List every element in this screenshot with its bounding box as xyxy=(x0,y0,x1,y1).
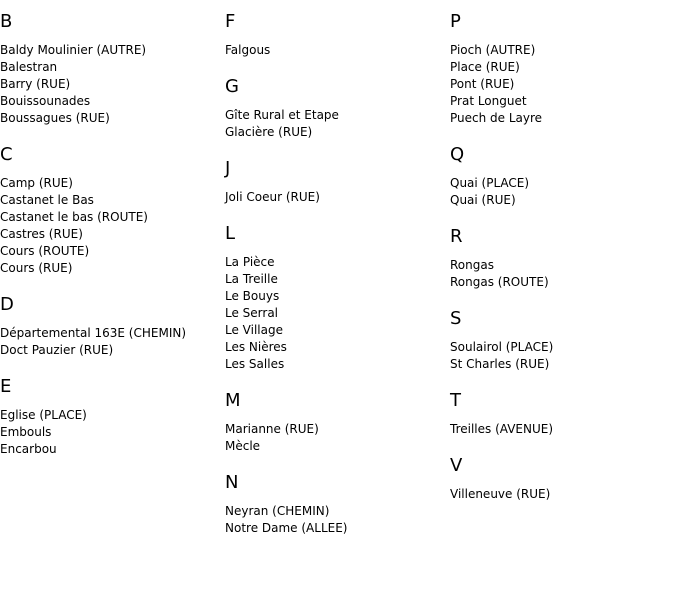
street-name: Boussagues (RUE) xyxy=(0,111,110,125)
section-letter-heading: B xyxy=(0,11,13,32)
letter-section xyxy=(225,391,445,455)
street-name: Prat Longuet xyxy=(450,94,527,108)
street-name: Encarbou xyxy=(0,442,57,456)
street-list xyxy=(225,503,445,537)
letter-section xyxy=(225,12,445,59)
street-list xyxy=(225,107,445,141)
street-list xyxy=(0,42,220,127)
letter-section xyxy=(0,295,220,359)
street-name: Cours (ROUTE) xyxy=(0,244,90,258)
letter-section xyxy=(450,456,670,503)
street-name: La Pièce xyxy=(225,255,275,269)
section-letter-heading: N xyxy=(225,472,239,493)
street-list xyxy=(450,421,670,438)
section-letter-heading: F xyxy=(225,11,236,32)
street-name: Balestran xyxy=(0,60,58,74)
letter-section xyxy=(450,309,670,373)
letter-section xyxy=(450,227,670,291)
street-name: Pioch (AUTRE) xyxy=(450,43,536,57)
street-name: Barry (RUE) xyxy=(0,77,71,91)
street-name: Baldy Moulinier (AUTRE) xyxy=(0,43,147,57)
street-list xyxy=(225,254,445,373)
section-letter-heading: C xyxy=(0,144,13,165)
street-list xyxy=(0,407,220,458)
street-name: Le Village xyxy=(225,323,283,337)
street-name: Embouls xyxy=(0,425,52,439)
street-list xyxy=(450,486,670,503)
street-name: Bouissounades xyxy=(0,94,91,108)
street-name: Quai (PLACE) xyxy=(450,176,530,190)
street-name: Castanet le Bas xyxy=(0,193,94,207)
street-name: Treilles (AVENUE) xyxy=(450,422,554,436)
street-name: Soulairol (PLACE) xyxy=(450,340,554,354)
section-letter-heading: T xyxy=(450,390,461,411)
street-name: Neyran (CHEMIN) xyxy=(225,504,330,518)
letter-section xyxy=(0,377,220,458)
letter-section xyxy=(0,12,220,127)
street-list xyxy=(450,175,670,209)
section-letter-heading: S xyxy=(450,308,462,329)
street-name: Villeneuve (RUE) xyxy=(450,487,551,501)
street-list xyxy=(225,421,445,455)
section-letter-heading: R xyxy=(450,226,463,247)
street-name: Le Bouys xyxy=(225,289,280,303)
street-list xyxy=(450,42,670,127)
street-name: Les Salles xyxy=(225,357,285,371)
letter-section xyxy=(450,391,670,438)
letter-section xyxy=(225,473,445,537)
letter-section xyxy=(225,159,445,206)
section-letter-heading: V xyxy=(450,455,463,476)
letter-section xyxy=(450,12,670,127)
street-index-column-1 xyxy=(0,0,220,476)
section-letter-heading: E xyxy=(0,376,12,397)
letter-section xyxy=(450,145,670,209)
street-name: Puech de Layre xyxy=(450,111,543,125)
street-name: Rongas xyxy=(450,258,494,272)
letter-section xyxy=(225,77,445,141)
street-name: Notre Dame (ALLEE) xyxy=(225,521,348,535)
letter-section xyxy=(0,145,220,277)
street-name: Pont (RUE) xyxy=(450,77,515,91)
street-name: Eglise (PLACE) xyxy=(0,408,87,422)
section-letter-heading: J xyxy=(225,158,231,179)
street-name: Les Nières xyxy=(225,340,287,354)
street-name: Mècle xyxy=(225,439,261,453)
street-list xyxy=(225,42,445,59)
street-list xyxy=(0,175,220,277)
street-list xyxy=(0,325,220,359)
street-name: St Charles (RUE) xyxy=(450,357,550,371)
section-letter-heading: Q xyxy=(450,144,465,165)
street-name: Glacière (RUE) xyxy=(225,125,313,139)
street-name: Marianne (RUE) xyxy=(225,422,319,436)
street-name: Camp (RUE) xyxy=(0,176,73,190)
section-letter-heading: M xyxy=(225,390,241,411)
section-letter-heading: L xyxy=(225,223,236,244)
street-name: Castres (RUE) xyxy=(0,227,83,241)
street-list xyxy=(450,257,670,291)
street-name: Falgous xyxy=(225,43,271,57)
street-list xyxy=(225,189,445,206)
section-letter-heading: P xyxy=(450,11,461,32)
street-name: Cours (RUE) xyxy=(0,261,73,275)
street-name: Le Serral xyxy=(225,306,279,320)
street-name: Place (RUE) xyxy=(450,60,520,74)
street-name: Départemental 163E (CHEMIN) xyxy=(0,326,187,340)
street-name: Joli Coeur (RUE) xyxy=(225,190,320,204)
letter-section xyxy=(225,224,445,373)
street-name: Castanet le bas (ROUTE) xyxy=(0,210,148,224)
street-index-column-3 xyxy=(450,0,670,521)
street-name: Rongas (ROUTE) xyxy=(450,275,549,289)
section-letter-heading: G xyxy=(225,76,239,97)
street-name: Doct Pauzier (RUE) xyxy=(0,343,114,357)
street-list xyxy=(450,339,670,373)
street-index-column-2 xyxy=(225,0,445,555)
section-letter-heading: D xyxy=(0,294,14,315)
street-name: Gîte Rural et Etape xyxy=(225,108,339,122)
street-name: Quai (RUE) xyxy=(450,193,516,207)
street-name: La Treille xyxy=(225,272,278,286)
